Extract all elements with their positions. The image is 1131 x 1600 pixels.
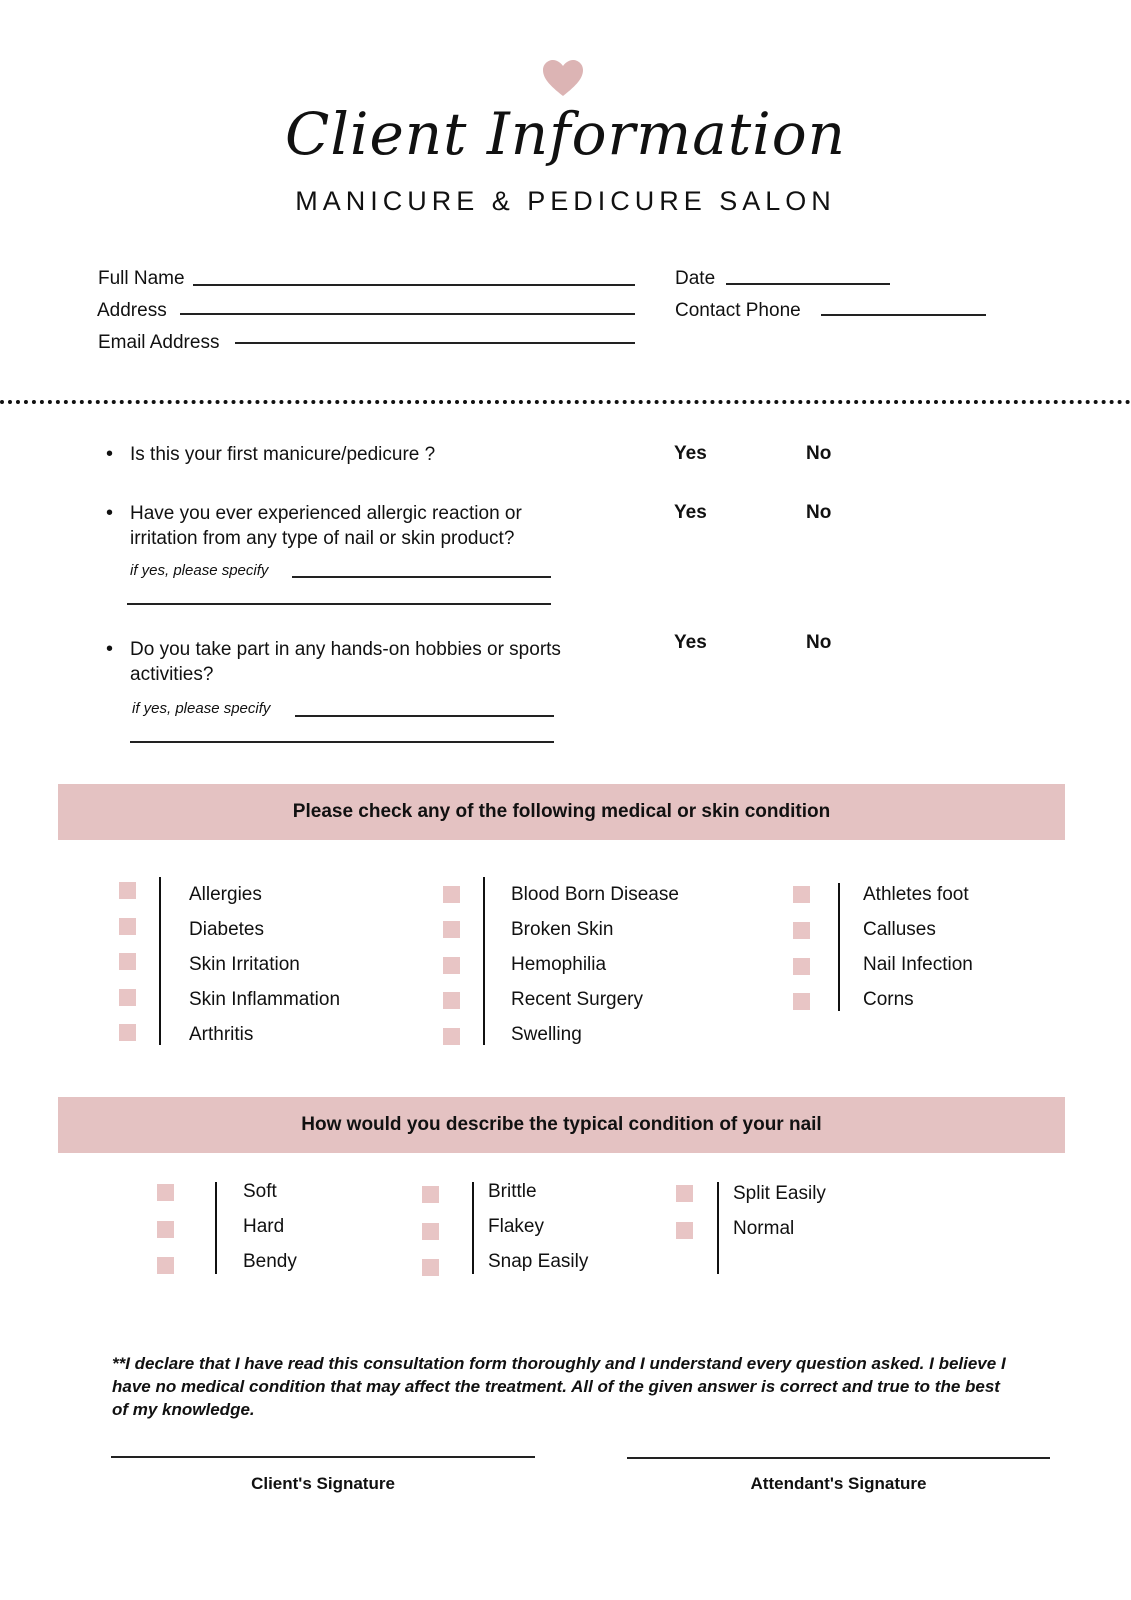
column-divider <box>159 877 161 1045</box>
question-1-yes[interactable]: Yes <box>674 443 707 464</box>
column-divider <box>483 877 485 1045</box>
question-1: Is this your first manicure/pedicure ? <box>130 444 436 465</box>
phone-label: Contact Phone <box>675 300 801 321</box>
option-calluses: Calluses <box>863 919 936 940</box>
option-nail-infection: Nail Infection <box>863 954 973 975</box>
question-3-line1: Do you take part in any hands-on hobbies or sports <box>130 639 561 660</box>
checkbox-calluses[interactable] <box>793 922 810 939</box>
option-blood-born-disease: Blood Born Disease <box>511 884 679 905</box>
attendant-signature-label: Attendant's Signature <box>750 1474 927 1493</box>
question-2-specify-field[interactable] <box>292 576 551 578</box>
date-label: Date <box>675 268 716 289</box>
option-skin-inflammation: Skin Inflammation <box>189 989 341 1010</box>
full-name-label: Full Name <box>98 268 185 289</box>
bullet: • <box>106 502 114 524</box>
medical-heading: Please check any of the following medical or skin condition <box>58 784 1065 840</box>
option-soft: Soft <box>243 1181 277 1202</box>
client-signature-label: Client's Signature <box>251 1474 395 1493</box>
client-signature-field[interactable] <box>111 1456 535 1458</box>
checkbox-nail-infection[interactable] <box>793 958 810 975</box>
checkbox-skin-irritation[interactable] <box>119 953 136 970</box>
checkbox-flakey[interactable] <box>422 1223 439 1240</box>
checkbox-brittle[interactable] <box>422 1186 439 1203</box>
option-recent-surgery: Recent Surgery <box>511 989 644 1010</box>
checkbox-arthritis[interactable] <box>119 1024 136 1041</box>
option-diabetes: Diabetes <box>189 919 264 940</box>
address-label: Address <box>97 300 167 321</box>
question-1-no[interactable]: No <box>806 443 832 464</box>
address-field[interactable] <box>180 313 635 315</box>
dotted-divider <box>0 400 1131 404</box>
question-2-yes[interactable]: Yes <box>674 502 707 523</box>
option-brittle: Brittle <box>488 1181 537 1202</box>
question-2-line1: Have you ever experienced allergic reaction or <box>130 503 522 524</box>
column-divider <box>472 1182 474 1274</box>
question-2-line2: irritation from any type of nail or skin product? <box>130 528 515 549</box>
full-name-field[interactable] <box>193 284 635 286</box>
question-3-specify-field[interactable] <box>295 715 554 717</box>
option-swelling: Swelling <box>511 1024 582 1045</box>
checkbox-snap-easily[interactable] <box>422 1259 439 1276</box>
question-2-specify-label: if yes, please specify <box>130 562 269 579</box>
checkbox-hard[interactable] <box>157 1221 174 1238</box>
checkbox-diabetes[interactable] <box>119 918 136 935</box>
question-3-specify-label: if yes, please specify <box>132 700 271 717</box>
question-2-specify-field-2[interactable] <box>127 603 551 605</box>
checkbox-corns[interactable] <box>793 993 810 1010</box>
date-field[interactable] <box>726 283 890 285</box>
checkbox-bendy[interactable] <box>157 1257 174 1274</box>
phone-field[interactable] <box>821 314 986 316</box>
option-athletes-foot: Athletes foot <box>863 884 969 905</box>
option-broken-skin: Broken Skin <box>511 919 614 940</box>
column-divider <box>215 1182 217 1274</box>
email-field[interactable] <box>235 342 635 344</box>
column-divider <box>717 1182 719 1274</box>
question-3-no[interactable]: No <box>806 632 832 653</box>
nail-heading: How would you describe the typical condition of your nail <box>58 1097 1065 1153</box>
question-3-specify-field-2[interactable] <box>130 741 554 743</box>
column-divider <box>838 883 840 1011</box>
option-allergies: Allergies <box>189 884 262 905</box>
option-snap-easily: Snap Easily <box>488 1251 589 1272</box>
option-hemophilia: Hemophilia <box>511 954 607 975</box>
option-hard: Hard <box>243 1216 285 1237</box>
checkbox-recent-surgery[interactable] <box>443 992 460 1009</box>
checkbox-hemophilia[interactable] <box>443 957 460 974</box>
checkbox-soft[interactable] <box>157 1184 174 1201</box>
option-bendy: Bendy <box>243 1251 297 1272</box>
checkbox-normal[interactable] <box>676 1222 693 1239</box>
heart-icon <box>541 58 585 98</box>
option-flakey: Flakey <box>488 1216 544 1237</box>
attendant-signature-field[interactable] <box>627 1457 1050 1459</box>
option-arthritis: Arthritis <box>189 1024 254 1045</box>
option-split-easily: Split Easily <box>733 1183 826 1204</box>
question-3-line2: activities? <box>130 664 214 685</box>
page-title: Client Information <box>285 100 846 168</box>
option-skin-irritation: Skin Irritation <box>189 954 300 975</box>
page-subtitle: MANICURE & PEDICURE SALON <box>295 186 836 216</box>
checkbox-split-easily[interactable] <box>676 1185 693 1202</box>
checkbox-swelling[interactable] <box>443 1028 460 1045</box>
checkbox-athletes-foot[interactable] <box>793 886 810 903</box>
declaration-text: **I declare that I have read this consultation form thoroughly and I understand every question asked. I believe I have no medical condition that may affect the treatment. All of the given answer is correct and true to the best of my knowledge. <box>112 1354 1006 1419</box>
option-normal: Normal <box>733 1218 795 1239</box>
option-corns: Corns <box>863 989 914 1010</box>
checkbox-allergies[interactable] <box>119 882 136 899</box>
checkbox-skin-inflammation[interactable] <box>119 989 136 1006</box>
question-2-no[interactable]: No <box>806 502 832 523</box>
checkbox-broken-skin[interactable] <box>443 921 460 938</box>
bullet: • <box>106 443 114 465</box>
bullet: • <box>106 638 114 660</box>
question-3-yes[interactable]: Yes <box>674 632 707 653</box>
email-label: Email Address <box>98 332 220 353</box>
checkbox-blood-born-disease[interactable] <box>443 886 460 903</box>
